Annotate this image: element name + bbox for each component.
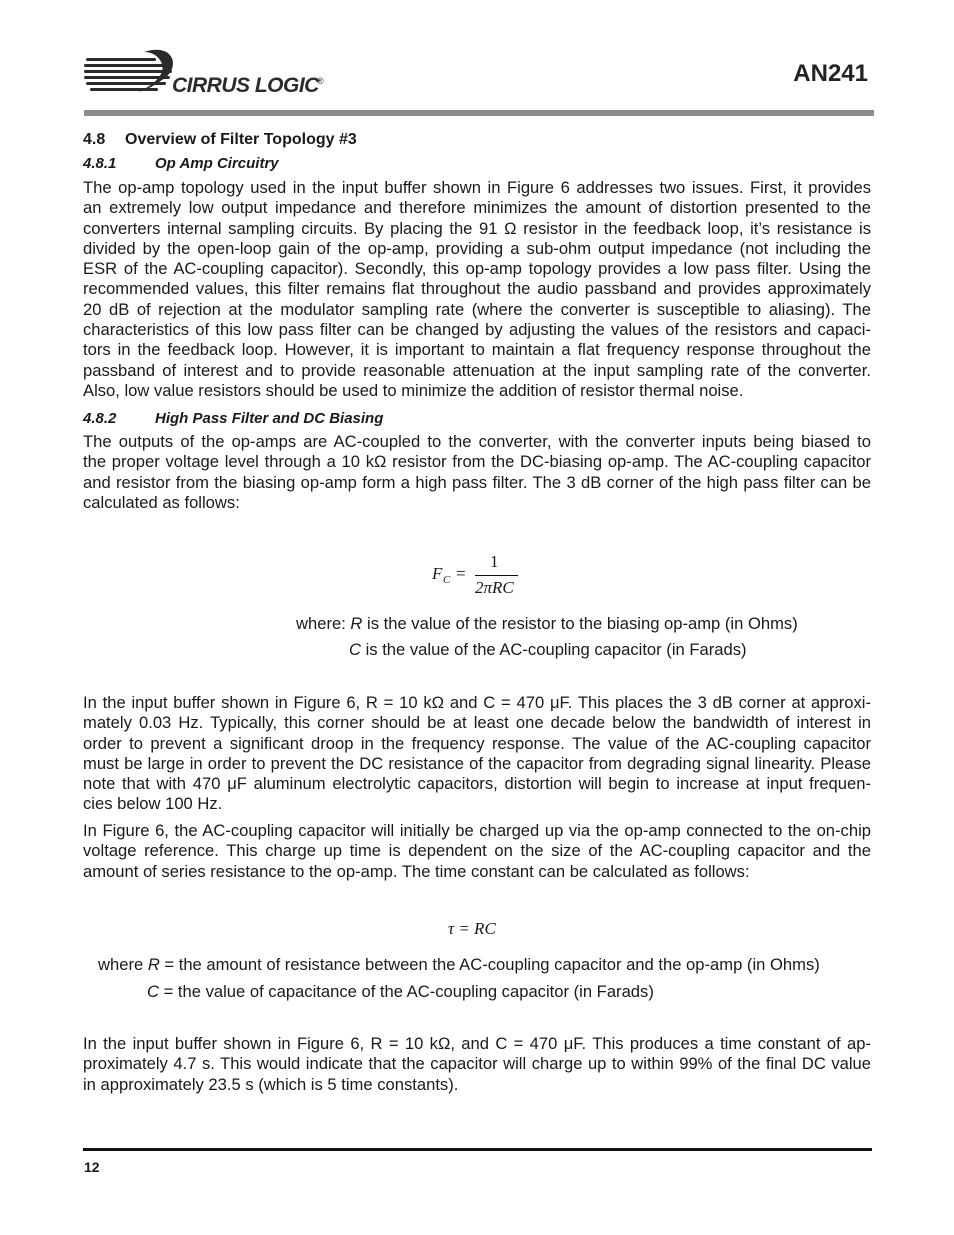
definition-text: = the value of capacitance of the AC-coupling capacitor (in Farads): [158, 982, 654, 1001]
text-line: proximately 4.7 s. This would indicate that the capacitor will charge up to within 99% of the final DC value: [83, 1054, 871, 1074]
equation-lhs-subscript: C: [443, 574, 451, 586]
text-line: cies below 100 Hz.: [83, 794, 223, 814]
subsection-number: 4.8.1: [83, 155, 117, 172]
equation-numerator: 1: [490, 552, 499, 571]
text-line: in approximately 23.5 s (which is 5 time constants).: [83, 1074, 459, 1094]
section-4-8-2-heading: [83, 410, 383, 427]
where-resistor-definition: [296, 614, 798, 634]
text-line: mately 0.03 Hz. Typically, this corner should be at least one decade below the bandwidth of interest in: [83, 713, 871, 733]
text-line: and resistor from the biasing op-amp form a high pass filter. The 3 dB corner of the high pass filter can be: [83, 472, 871, 492]
text-line: The outputs of the op-amps are AC-coupled to the converter, with the converter inputs being biased to: [83, 432, 871, 451]
text-line: converters internal sampling circuits. By placing the 91 Ω resistor in the feedback loop, it’s resistance is: [83, 218, 871, 238]
paragraph-charge-up: [83, 821, 871, 882]
variable-r: R: [147, 955, 160, 974]
subsection-title: Op Amp Circuitry: [155, 155, 279, 172]
text-line: tors in the feedback loop. However, it is important to maintain a flat frequency response throughout the: [83, 340, 871, 360]
text-line: In the input buffer shown in Figure 6, R = 10 kΩ, and C = 470 μF. This produces a time constant of ap-: [83, 1034, 871, 1053]
paragraph-op-amp-circuitry: [83, 178, 871, 401]
text-line: In Figure 6, the AC-coupling capacitor will initially be charged up via the op-amp connected to the on-chip: [83, 821, 871, 840]
where-label: where:: [296, 614, 351, 633]
text-line: In the input buffer shown in Figure 6, R = 10 kΩ and C = 470 μF. This places the 3 dB corner at approxi-: [83, 693, 871, 712]
section-4-8-heading: [83, 131, 357, 149]
text-line: an extremely low output impedance and therefore minimizes the amount of distortion presented to the: [83, 198, 871, 218]
subsection-title: High Pass Filter and DC Biasing: [155, 410, 384, 427]
text-line: note that with 470 μF aluminum electrolytic capacitors, distortion will begin to increase at input frequen-: [83, 774, 871, 794]
text-line: divided by the open-loop gain of the op-amp, providing a sub-ohm output impedance (not including the: [83, 238, 871, 258]
text-line: the proper voltage level through a 10 kΩ resistor from the DC-biasing op-amp. The AC-coupling capacitor: [83, 452, 871, 472]
text-line: 20 dB of rejection at the modulator sampling rate (where the converter is susceptible to aliasing). The: [83, 299, 871, 319]
text-line: passband of interest and to provide reasonable attenuation at the input sampling rate of the converter.: [83, 360, 871, 380]
definition-text: = the amount of resistance between the AC-coupling capacitor and the op-amp (in Ohms): [159, 955, 820, 974]
text-line: amount of series resistance to the op-amp. The time constant can be calculated as follows:: [83, 861, 750, 881]
equation-lhs: F: [432, 564, 443, 583]
text-line: must be large in order to prevent the DC resistance of the capacitor from degrading signal linearity. Please: [83, 753, 871, 773]
paragraph-corner-explanation: [83, 693, 871, 815]
footer-rule: [83, 1148, 872, 1151]
where-label: where: [98, 955, 148, 974]
logo-text: CIRRUS LOGIC: [172, 74, 319, 97]
where-resistance-definition: [98, 955, 820, 975]
subsection-number: 4.8.2: [83, 410, 117, 427]
text-line: The op-amp topology used in the input buffer shown in Figure 6 addresses two issues. First, it provides: [83, 178, 871, 197]
header-rule: [84, 110, 874, 116]
page-number: 12: [84, 1159, 100, 1175]
section-title: Overview of Filter Topology #3: [125, 131, 357, 148]
equation-denominator: 2πRC: [475, 578, 514, 597]
text-line: order to prevent a significant droop in the frequency response. The value of the AC-coupling capacitor: [83, 733, 871, 753]
equation-corner-frequency: [432, 548, 532, 602]
definition-text: is the value of the resistor to the biasing op-amp (in Ohms): [362, 614, 798, 633]
cirrus-logic-logo: [84, 46, 344, 104]
text-line: recommended values, this filter remains flat throughout the audio passband and provides approximately: [83, 279, 871, 299]
paragraph-high-pass-filter: [83, 432, 871, 513]
logo-registered-mark: ®: [317, 76, 324, 86]
paragraph-time-constant-result: [83, 1034, 871, 1095]
variable-r: R: [350, 614, 363, 633]
section-4-8-1-heading: [83, 155, 279, 172]
text-line: calculated as follows:: [83, 492, 240, 512]
equation-time-constant: τ = RC: [448, 919, 496, 938]
variable-c: C: [147, 982, 159, 1001]
fraction-bar: [475, 575, 518, 576]
text-line: Also, low value resistors should be used to minimize the addition of resistor thermal noise.: [83, 380, 744, 400]
where-capacitor-definition: [349, 640, 747, 660]
text-line: ESR of the AC-coupling capacitor). Secondly, this op-amp topology provides a low pass filter. Using the: [83, 259, 871, 279]
where-capacitance-definition: [147, 982, 654, 1002]
document-id: AN241: [793, 60, 868, 87]
equation-equals: =: [456, 564, 466, 583]
text-line: voltage reference. This charge up time is dependent on the size of the AC-coupling capacitor and the: [83, 841, 871, 861]
section-number: 4.8: [83, 131, 106, 148]
text-line: characteristics of this low pass filter can be changed by adjusting the values of the resistors and capaci-: [83, 320, 871, 340]
variable-c: C: [349, 640, 361, 659]
definition-text: is the value of the AC-coupling capacitor (in Farads): [360, 640, 747, 659]
